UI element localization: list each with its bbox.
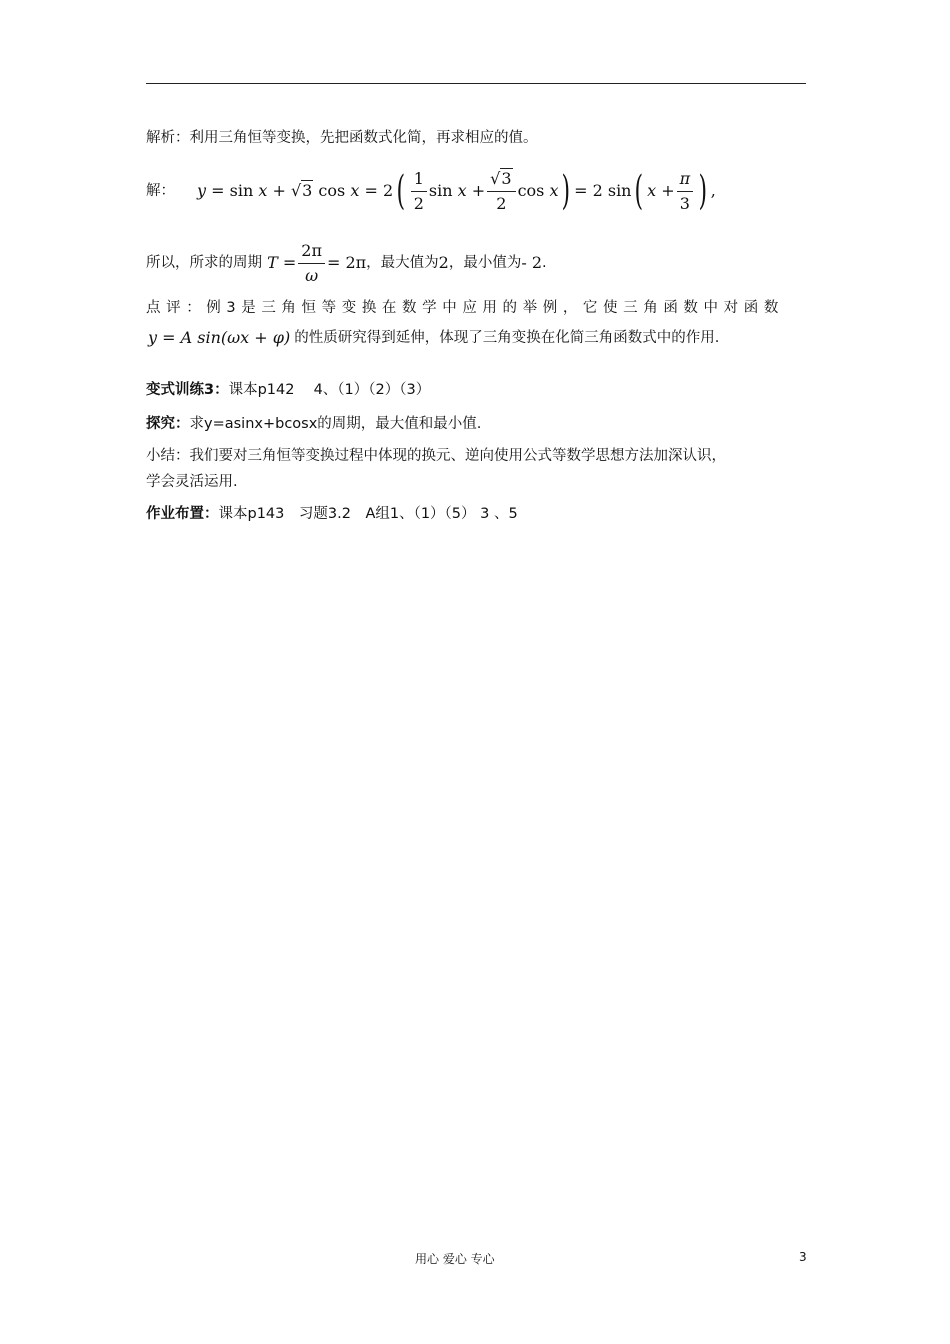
solution-equation: [146, 166, 716, 216]
min-value: - 2: [521, 253, 543, 272]
comment-continuation: 的性质研究得到延伸，体现了三角变换在化简三角函数式中的作用.: [294, 330, 720, 346]
summary-line2: 学会灵活运用.: [146, 474, 238, 490]
practice-text: 课本p142 4、（1）（2）（3）: [228, 382, 431, 398]
max-value: 2: [438, 253, 449, 272]
homework-label: 作业布置：: [146, 506, 219, 522]
header-rule: [146, 83, 806, 84]
period-end: .: [542, 255, 547, 271]
explore-label: 探究：: [146, 416, 190, 432]
homework-line: [146, 504, 518, 524]
min-text: ，最小值为: [448, 255, 522, 271]
equation-body: y = sin x + √3 cos x = 2 ( $\frac{1}{2}$ sin x + $\frac{√3}{2}$ cos x ) = 2 sin ( x + $\frac{\pi}{3}$ ) ,: [197, 168, 716, 214]
comment-formula: y = A sin(ωx + φ): [148, 328, 291, 347]
period-line: [146, 240, 547, 286]
explore-line: [146, 414, 481, 434]
comment-line1: [146, 298, 806, 318]
homework-text: 课本p143 习题3.2 A组1、（1）（5） 3 、5: [218, 506, 518, 522]
summary-line1: 小结：我们要对三角恒等变换过程中体现的换元、逆向使用公式等数学思想方法加深认识，: [146, 448, 726, 464]
max-text: ，最大值为: [366, 255, 439, 271]
comment-line2: [146, 328, 719, 348]
practice-line: [146, 380, 430, 400]
period-result: = 2π: [326, 253, 367, 272]
period-denominator: ω: [305, 265, 319, 285]
solution-label: 解：: [146, 183, 175, 199]
analysis-line: 解析：利用三角恒等变换，先把函数式化简，再求相应的值。: [146, 130, 538, 146]
practice-label: 变式训练3：: [146, 382, 229, 398]
explore-text: 求y=asinx+bcosx的周期，最大值和最小值.: [189, 416, 482, 432]
period-numerator: 2π: [298, 241, 325, 264]
comment-text: 点评：例3是三角恒等变换在数学中应用的举例，它使三角函数中对函数: [146, 300, 784, 316]
page-number: 3: [799, 1250, 807, 1264]
period-prefix: 所以，所求的周期: [146, 255, 262, 271]
period-formula: T = $\frac{2\pi}{\omega}$ = 2π: [262, 240, 367, 285]
footer-motto: 用心 爱心 专心: [415, 1252, 495, 1266]
